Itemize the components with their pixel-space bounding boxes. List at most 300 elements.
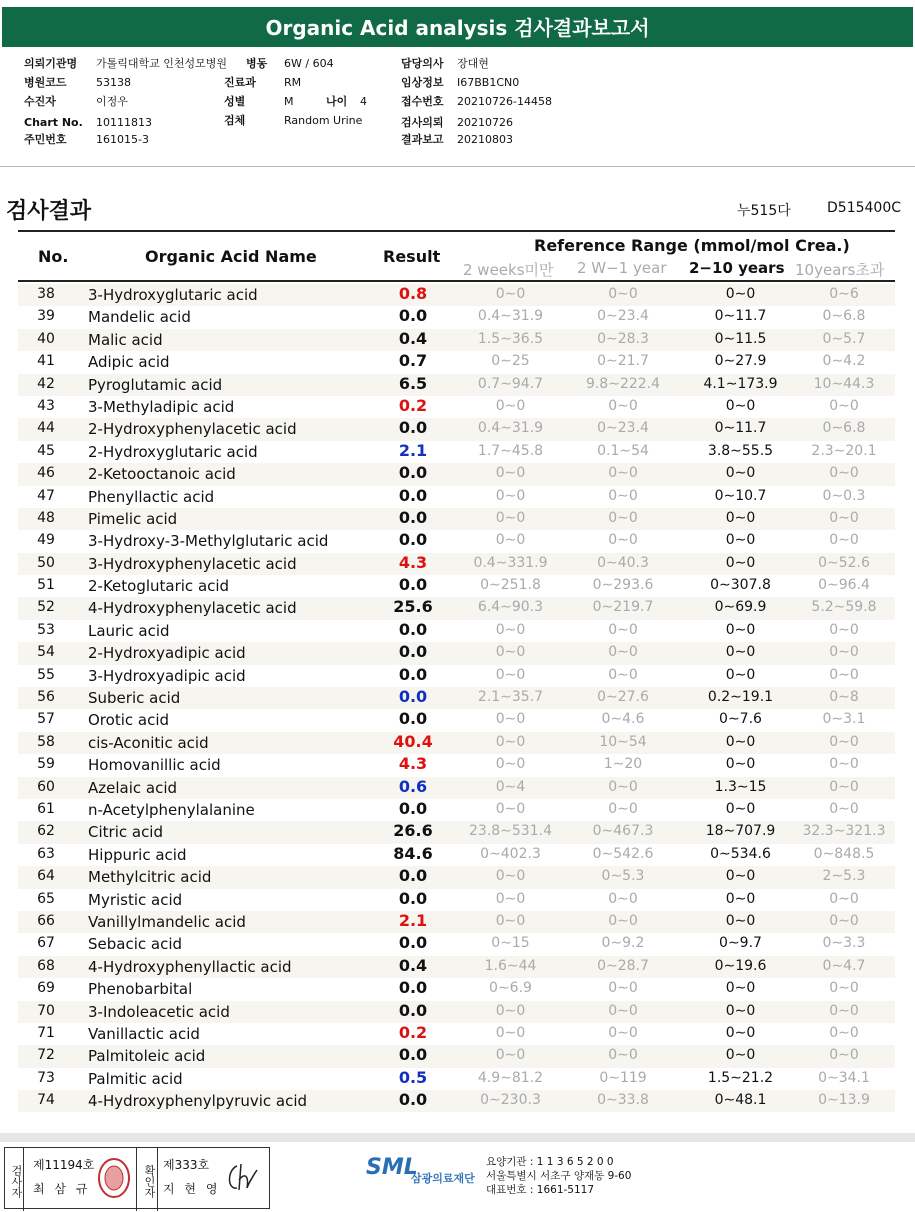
range-over-10y: 0∼848.5 [813, 845, 875, 862]
range-2w-1y: 0∼0 [608, 912, 638, 929]
range-over-10y: 0∼0 [829, 1002, 859, 1019]
range-2w-1y: 0∼0 [608, 666, 638, 683]
table-row [18, 821, 895, 843]
table-row [18, 553, 895, 575]
header-name: Organic Acid Name [145, 247, 317, 266]
range-over-10y: 0∼13.9 [818, 1092, 870, 1109]
range-over-10y: 0∼0 [829, 465, 859, 482]
acid-name: Citric acid [88, 823, 163, 842]
range-over-10y: 32.3∼321.3 [802, 823, 886, 840]
result-value: 0.4 [398, 955, 428, 975]
info-label: 수진자 [24, 95, 56, 108]
info-label: 접수번호 [401, 95, 444, 108]
info-value: 가톨릭대학교 인천성모병원 [96, 57, 228, 70]
acid-name: 4-Hydroxyphenylpyruvic acid [88, 1092, 308, 1111]
result-value: 0.0 [398, 1000, 428, 1020]
row-number: 45 [37, 442, 55, 459]
acid-name: Phenyllactic acid [88, 487, 215, 506]
result-value: 4.3 [398, 552, 428, 572]
acid-name: 2-Hydroxyphenylacetic acid [88, 420, 297, 439]
acid-name: Hippuric acid [88, 845, 187, 864]
range-over-10y: 0∼0 [829, 912, 859, 929]
range-under-2-weeks: 0∼0 [495, 509, 526, 526]
range-over-10y: 0∼0 [829, 509, 859, 526]
range-2w-1y: 0∼293.6 [592, 577, 654, 594]
row-number: 39 [37, 308, 55, 325]
range-under-2-weeks: 0.4∼331.9 [473, 554, 548, 571]
range-under-2-weeks: 0∼0 [495, 912, 526, 929]
range-2-10y: 0∼0 [725, 621, 756, 638]
acid-name: Myristic acid [88, 890, 183, 909]
range-under-2-weeks: 4.9∼81.2 [477, 1069, 544, 1086]
result-value: 0.0 [398, 709, 428, 729]
table-row [18, 306, 895, 328]
info-row [224, 74, 301, 92]
info-row [401, 93, 552, 111]
result-value: 0.0 [398, 642, 428, 662]
range-2w-1y: 0∼0 [608, 1002, 638, 1019]
row-number: 57 [37, 711, 55, 728]
range-2-10y: 0∼0 [725, 286, 756, 302]
table-row [18, 911, 895, 933]
range-under-2-weeks: 0.4∼31.9 [477, 420, 544, 437]
range-2w-1y: 0∼0 [608, 621, 638, 638]
info-value: 10111813 [96, 116, 152, 129]
table-row [18, 1001, 895, 1023]
range-2-10y: 3.8∼55.5 [707, 442, 774, 459]
range-2-10y: 0∼0 [725, 980, 756, 997]
header-age-4: 10years초과 [795, 261, 885, 279]
acid-name: n-Acetylphenylalanine [88, 800, 255, 819]
range-2-10y: 0∼0 [725, 912, 756, 929]
result-value: 0.0 [398, 530, 428, 550]
range-under-2-weeks: 0∼0 [495, 487, 526, 504]
range-2-10y: 0∼7.6 [719, 711, 762, 728]
acid-name: 3-Hydroxyglutaric acid [88, 286, 258, 304]
section-code: D515400C [827, 200, 901, 216]
row-number: 51 [37, 577, 55, 594]
table-row [18, 351, 895, 373]
section-title: 검사결과 [6, 199, 92, 224]
institution-info [486, 1155, 631, 1197]
acid-name: Homovanillic acid [88, 756, 221, 775]
row-number: 38 [37, 286, 55, 302]
range-over-10y: 0∼4.2 [822, 353, 866, 370]
row-number: 58 [37, 733, 55, 750]
row-number: 48 [37, 509, 55, 526]
row-number: 59 [37, 756, 55, 773]
row-number: 60 [37, 778, 55, 795]
info-value: RM [284, 76, 302, 89]
row-number: 68 [37, 957, 55, 974]
row-number: 47 [37, 487, 55, 504]
report-footer [0, 1133, 915, 1212]
result-value: 0.4 [398, 328, 428, 348]
table-row [18, 732, 895, 754]
row-number: 67 [37, 935, 55, 952]
acid-name: Adipic acid [88, 353, 170, 372]
range-2w-1y: 0∼28.7 [597, 957, 649, 974]
info-value: 4 [360, 95, 367, 108]
range-2w-1y: 0∼0 [608, 532, 638, 549]
acid-name: Suberic acid [88, 689, 181, 708]
table-row [18, 665, 895, 687]
range-under-2-weeks: 0∼0 [495, 711, 526, 728]
row-number: 74 [37, 1092, 55, 1109]
range-2-10y: 0.2∼19.1 [707, 689, 774, 706]
header-no: No. [38, 247, 69, 266]
result-value: 25.6 [393, 597, 433, 617]
range-over-10y: 0∼6 [829, 286, 859, 302]
table-row [18, 284, 895, 306]
acid-name: Malic acid [88, 330, 163, 349]
range-under-2-weeks: 1.5∼36.5 [477, 330, 544, 347]
info-value: Random Urine [284, 114, 363, 127]
range-2-10y: 0∼307.8 [710, 577, 771, 594]
section-code-korean: 누515다 [737, 203, 791, 219]
range-under-2-weeks: 0∼0 [495, 644, 526, 661]
range-under-2-weeks: 23.8∼531.4 [469, 823, 552, 840]
info-row [401, 114, 513, 132]
range-under-2-weeks: 2.1∼35.7 [477, 689, 544, 706]
range-under-2-weeks: 6.4∼90.3 [477, 599, 544, 616]
acid-name: Azelaic acid [88, 778, 178, 797]
info-value: M [284, 95, 294, 108]
info-label: 병원코드 [24, 76, 67, 89]
row-number: 53 [37, 621, 55, 638]
range-2w-1y: 0∼0 [608, 509, 638, 526]
range-2-10y: 0∼0 [725, 1002, 756, 1019]
range-2-10y: 0∼0 [725, 666, 756, 683]
row-number: 61 [37, 800, 55, 817]
info-value: 53138 [96, 76, 131, 89]
range-2w-1y: 0∼0 [608, 980, 638, 997]
range-under-2-weeks: 0∼4 [495, 778, 526, 795]
range-under-2-weeks: 0∼0 [495, 1047, 526, 1064]
info-row [24, 93, 128, 111]
info-value: 이정우 [96, 95, 128, 108]
acid-name: 2-Ketooctanoic acid [88, 465, 236, 484]
range-2-10y: 0∼0 [725, 644, 756, 661]
table-row [18, 777, 895, 799]
acid-name: Phenobarbital [88, 980, 193, 999]
row-number: 50 [37, 554, 55, 571]
info-value: 장대현 [457, 57, 489, 70]
table-header [18, 232, 895, 282]
range-under-2-weeks: 0∼0 [495, 756, 526, 773]
range-2-10y: 0∼19.6 [714, 957, 767, 974]
info-label: 주민번호 [24, 133, 67, 146]
footer-bar [0, 1133, 915, 1142]
acid-name: Orotic acid [88, 711, 170, 730]
acid-name: 3-Methyladipic acid [88, 397, 235, 416]
range-2w-1y: 0∼33.8 [597, 1092, 649, 1109]
institution-address: 서울특별시 서초구 양재동 9-60 [486, 1170, 632, 1182]
result-value: 0.0 [398, 933, 428, 953]
range-2w-1y: 0∼467.3 [592, 823, 654, 840]
result-value: 0.0 [398, 687, 428, 707]
range-2-10y: 0∼0 [725, 532, 756, 549]
info-row [326, 93, 367, 111]
result-value: 0.7 [398, 351, 428, 371]
row-number: 64 [37, 868, 55, 885]
table-row [18, 933, 895, 955]
info-label: 임상정보 [401, 76, 444, 89]
info-row [401, 131, 513, 149]
range-over-10y: 5.2∼59.8 [811, 599, 877, 616]
result-value: 0.8 [398, 284, 428, 303]
result-value: 0.0 [398, 575, 428, 595]
row-number: 62 [37, 823, 55, 840]
range-over-10y: 0∼0 [829, 1024, 859, 1041]
range-2w-1y: 0∼542.6 [592, 845, 654, 862]
header-age-1: 2 weeks미만 [463, 261, 554, 279]
info-label: 결과보고 [401, 133, 444, 146]
range-2-10y: 0∼0 [725, 554, 756, 571]
info-label: 검체 [224, 114, 246, 127]
range-under-2-weeks: 0∼0 [495, 733, 526, 750]
result-value: 0.0 [398, 798, 428, 818]
range-2w-1y: 0∼23.4 [597, 420, 649, 437]
signature-icon [223, 1160, 263, 1196]
row-number: 42 [37, 375, 55, 392]
examiner-name: 최 삼 규 [33, 1182, 91, 1196]
table-row [18, 396, 895, 418]
range-under-2-weeks: 0∼6.9 [489, 980, 532, 997]
table-row [18, 709, 895, 731]
row-number: 70 [37, 1002, 55, 1019]
range-over-10y: 0∼0 [829, 1047, 859, 1064]
range-2-10y: 0∼0 [725, 733, 756, 750]
row-number: 41 [37, 353, 55, 370]
acid-name: Methylcitric acid [88, 868, 212, 887]
range-2-10y: 0∼27.9 [714, 353, 767, 370]
info-row [24, 55, 227, 73]
result-value: 0.6 [398, 776, 428, 796]
range-over-10y: 0∼0 [829, 756, 859, 773]
info-row [401, 55, 489, 73]
info-row [24, 74, 131, 92]
range-over-10y: 0∼0 [829, 532, 859, 549]
info-label: 성별 [224, 95, 246, 108]
range-2-10y: 0∼69.9 [714, 599, 767, 616]
range-over-10y: 2∼5.3 [822, 868, 866, 885]
acid-name: Pimelic acid [88, 509, 178, 528]
range-over-10y: 0∼96.4 [818, 577, 870, 594]
header-result: Result [383, 247, 441, 266]
result-value: 0.0 [398, 888, 428, 908]
range-2w-1y: 10∼54 [599, 733, 647, 750]
table-row [18, 1068, 895, 1090]
result-value: 0.0 [398, 978, 428, 998]
examiner-seal-icon [97, 1156, 131, 1200]
info-label: Chart No. [24, 116, 83, 129]
info-value: 6W / 604 [284, 57, 334, 70]
result-value: 2.1 [398, 440, 428, 460]
result-value: 0.0 [398, 1045, 428, 1065]
range-under-2-weeks: 0∼230.3 [480, 1092, 541, 1109]
range-2w-1y: 0∼21.7 [597, 353, 649, 370]
range-2w-1y: 0∼23.4 [597, 308, 649, 325]
range-over-10y: 0∼0.3 [822, 487, 866, 504]
range-over-10y: 0∼0 [829, 890, 859, 907]
sml-logo: SML [366, 1155, 418, 1180]
info-value: 161015-3 [96, 133, 149, 146]
row-number: 63 [37, 845, 55, 862]
info-label: 검사의뢰 [401, 116, 444, 129]
info-row [224, 112, 362, 130]
range-2-10y: 0∼0 [725, 1024, 756, 1041]
sml-foundation-name: 삼광의료재단 [411, 1172, 475, 1185]
institution-code: 요양기관 : 1 1 3 6 5 2 0 0 [486, 1156, 614, 1168]
acid-name: 2-Hydroxyglutaric acid [88, 442, 258, 461]
acid-name: 3-Hydroxy-3-Methylglutaric acid [88, 532, 329, 551]
range-2w-1y: 0∼0 [608, 286, 638, 302]
info-row [246, 55, 334, 73]
range-2-10y: 1.3∼15 [714, 778, 767, 795]
range-over-10y: 0∼0 [829, 621, 859, 638]
range-2-10y: 0∼11.7 [714, 308, 767, 325]
table-row [18, 329, 895, 351]
acid-name: Lauric acid [88, 621, 170, 640]
row-number: 71 [37, 1024, 55, 1041]
signature-box [4, 1147, 270, 1209]
table-row [18, 866, 895, 888]
range-under-2-weeks: 0∼0 [495, 397, 526, 414]
confirmer-name: 지 현 영 [163, 1182, 221, 1196]
range-2-10y: 0∼11.7 [714, 420, 767, 437]
row-number: 65 [37, 890, 55, 907]
row-number: 40 [37, 330, 55, 347]
range-over-10y: 0∼6.8 [822, 308, 866, 325]
table-row [18, 1023, 895, 1045]
range-2w-1y: 0∼9.2 [601, 935, 645, 952]
range-2-10y: 0∼11.5 [714, 330, 767, 347]
range-over-10y: 0∼0 [829, 778, 859, 795]
result-value: 0.2 [398, 1022, 428, 1042]
table-row [18, 620, 895, 642]
table-row [18, 508, 895, 530]
range-over-10y: 0∼8 [829, 689, 859, 706]
table-row [18, 844, 895, 866]
info-row [24, 114, 152, 132]
acid-name: 3-Indoleacetic acid [88, 1002, 230, 1021]
range-2w-1y: 0∼4.6 [601, 711, 645, 728]
row-number: 52 [37, 599, 55, 616]
range-under-2-weeks: 0.7∼94.7 [477, 375, 544, 392]
info-value: 20210803 [457, 133, 513, 146]
range-2w-1y: 0∼0 [608, 800, 638, 817]
range-2-10y: 0∼0 [725, 868, 756, 885]
result-value: 0.0 [398, 619, 428, 639]
result-value: 40.4 [393, 731, 433, 751]
confirmer-label: 확인자 [136, 1148, 158, 1211]
range-2-10y: 4.1∼173.9 [703, 375, 778, 392]
range-2-10y: 0∼0 [725, 509, 756, 526]
range-2w-1y: 0∼0 [608, 487, 638, 504]
range-2w-1y: 0∼0 [608, 465, 638, 482]
table-row [18, 956, 895, 978]
range-under-2-weeks: 0.4∼31.9 [477, 308, 544, 325]
range-under-2-weeks: 0∼0 [495, 800, 526, 817]
result-value: 26.6 [393, 821, 433, 841]
row-number: 43 [37, 397, 55, 414]
range-over-10y: 0∼0 [829, 800, 859, 817]
result-value: 0.0 [398, 306, 428, 326]
range-over-10y: 0∼5.7 [822, 330, 866, 347]
info-label: 의뢰기관명 [24, 57, 78, 70]
info-value: I67BB1CN0 [457, 76, 520, 89]
table-row [18, 642, 895, 664]
range-under-2-weeks: 0∼0 [495, 868, 526, 885]
info-label: 진료과 [224, 76, 256, 89]
range-over-10y: 0∼52.6 [818, 554, 870, 571]
info-value: 20210726-14458 [457, 95, 552, 108]
row-number: 44 [37, 420, 55, 437]
result-table-body [18, 284, 895, 1112]
result-value: 0.0 [398, 866, 428, 886]
result-value: 0.0 [398, 507, 428, 527]
acid-name: 2-Ketoglutaric acid [88, 577, 230, 596]
range-under-2-weeks: 0∼0 [495, 1024, 526, 1041]
acid-name: Vanillylmandelic acid [88, 912, 246, 931]
row-number: 55 [37, 666, 55, 683]
acid-name: Vanillactic acid [88, 1024, 200, 1043]
range-over-10y: 0∼6.8 [822, 420, 866, 437]
table-row [18, 418, 895, 440]
table-row [18, 575, 895, 597]
range-2-10y: 0∼534.6 [710, 845, 771, 862]
range-2w-1y: 0∼40.3 [597, 554, 649, 571]
acid-name: cis-Aconitic acid [88, 733, 209, 752]
range-over-10y: 0∼3.1 [822, 711, 866, 728]
acid-name: 4-Hydroxyphenylacetic acid [88, 599, 297, 618]
result-value: 4.3 [398, 754, 428, 774]
range-under-2-weeks: 0∼0 [495, 465, 526, 482]
acid-name: 3-Hydroxyphenylacetic acid [88, 554, 297, 573]
result-value: 0.0 [398, 1090, 428, 1110]
table-row [18, 441, 895, 463]
info-row [401, 74, 519, 92]
range-over-10y: 0∼0 [829, 733, 859, 750]
acid-name: Mandelic acid [88, 308, 191, 327]
result-value: 0.5 [398, 1067, 428, 1087]
range-2w-1y: 0∼28.3 [597, 330, 649, 347]
row-number: 56 [37, 689, 55, 706]
row-number: 66 [37, 912, 55, 929]
range-2w-1y: 0∼5.3 [601, 868, 645, 885]
result-value: 2.1 [398, 910, 428, 930]
info-row [24, 131, 149, 149]
table-row [18, 978, 895, 1000]
row-number: 69 [37, 980, 55, 997]
range-2-10y: 0∼10.7 [714, 487, 767, 504]
range-2w-1y: 1∼20 [603, 756, 643, 773]
range-over-10y: 0∼0 [829, 666, 859, 683]
table-row [18, 597, 895, 619]
examiner-license: 제11194호 [33, 1158, 95, 1172]
range-under-2-weeks: 1.7∼45.8 [477, 442, 544, 459]
range-2w-1y: 0∼0 [608, 1024, 638, 1041]
info-label: 병동 [246, 57, 268, 70]
range-under-2-weeks: 0∼0 [495, 286, 526, 302]
table-row [18, 463, 895, 485]
row-number: 46 [37, 465, 55, 482]
row-number: 54 [37, 644, 55, 661]
range-2w-1y: 0∼0 [608, 890, 638, 907]
acid-name: 3-Hydroxyadipic acid [88, 666, 246, 685]
range-2w-1y: 0∼0 [608, 397, 638, 414]
